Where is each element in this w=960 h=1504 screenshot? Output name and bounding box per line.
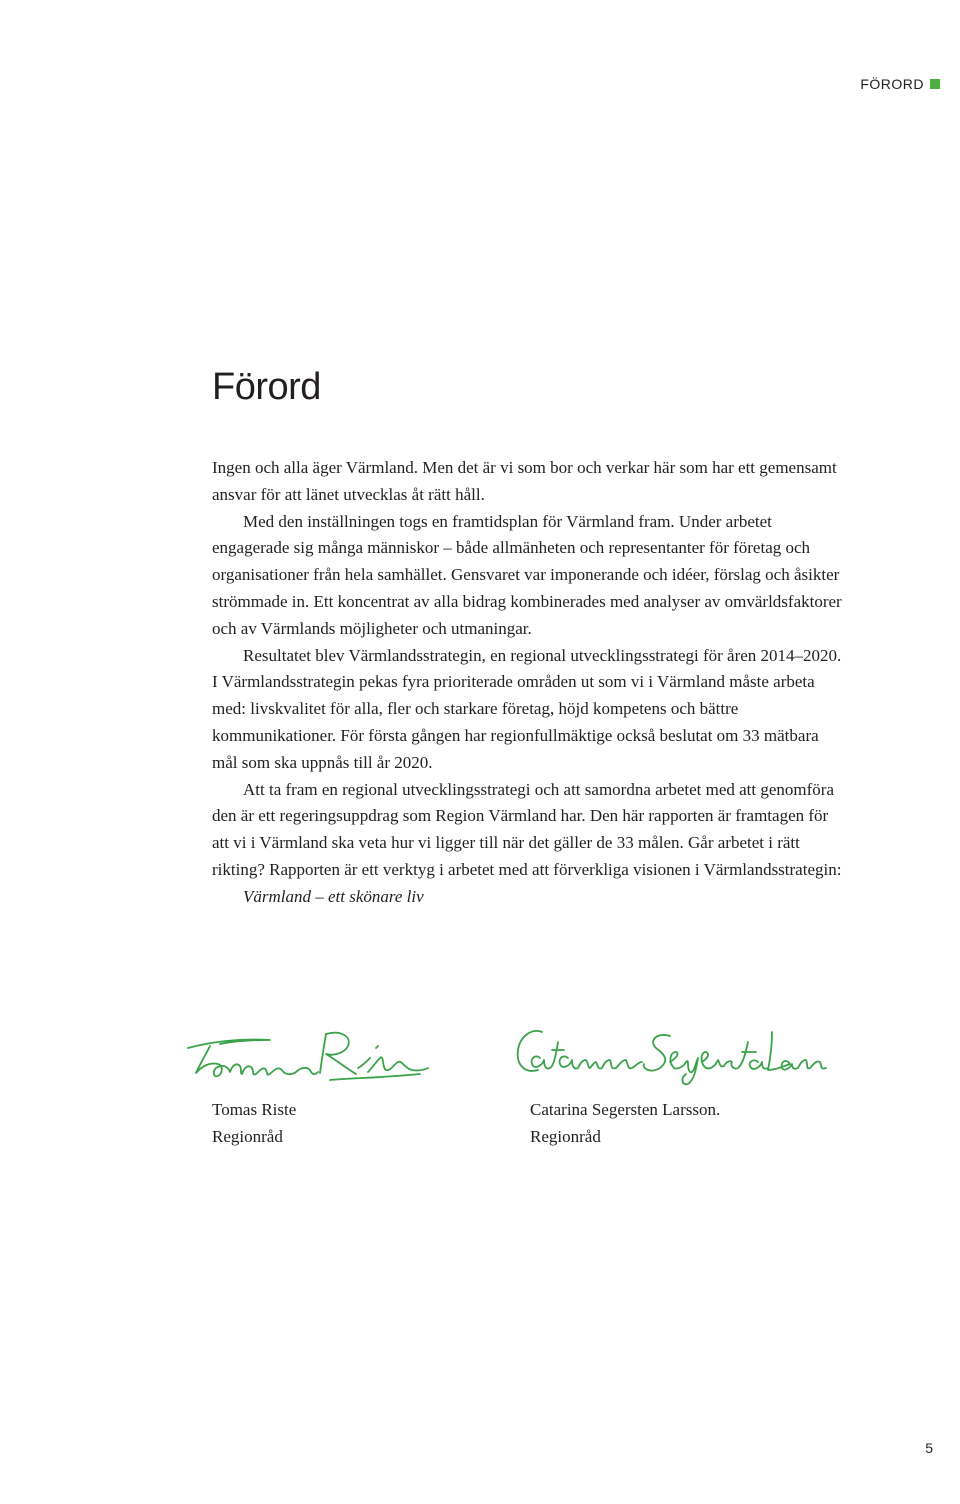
section-marker-square bbox=[930, 79, 940, 89]
signatory-block bbox=[530, 1096, 720, 1150]
page-number: 5 bbox=[925, 1440, 933, 1456]
section-label: FÖRORD bbox=[860, 76, 924, 92]
paragraph: Att ta fram en regional utvecklingsstrategi och att samordna arbetet med att genomföra den är ett regeringsuppdrag som Region Värmland har. Den här rapporten är framtagen för att vi i Värmland ska veta hur vi ligger till när det gäller de 33 målen. Går arbetet i rätt rikting? Rapporten är ett verktyg i arbetet med att förverkliga visionen i Värmlandsstrategin: bbox=[212, 779, 842, 879]
signature-tomas-riste bbox=[180, 1018, 430, 1093]
signature-catarina-segersten-larsson bbox=[510, 1018, 830, 1093]
signatory-role: Regionråd bbox=[212, 1127, 283, 1146]
signatory-name: Catarina Segersten Larsson. bbox=[530, 1100, 721, 1119]
signatory-name: Tomas Riste bbox=[212, 1100, 297, 1119]
running-header bbox=[860, 76, 940, 92]
paragraph: Med den inställningen togs en framtidsplan för Värmland fram. Under arbetet engagerade sig många människor – både allmänheten och representanter för företag och organisationer från hela samhället. Gensvaret var imponerande och idéer, förslag och åsikter strömmade in. Ett koncentrat av alla bidrag kombinerades med analyser av omvärldsfaktorer och av Värmlands möjligheter och utmaningar. bbox=[212, 511, 842, 638]
signatory-role: Regionråd bbox=[530, 1127, 601, 1146]
signatory-block bbox=[212, 1096, 296, 1150]
paragraph: Resultatet blev Värmlandsstrategin, en regional utvecklingsstrategi för åren 2014–2020. I Värmlandsstrategin pekas fyra prioriterade områden ut som vi i Värmland måste arbeta med: livskvalitet för alla, fler och starkare företag, höjd kompetens och bättre kommunikationer. För första gången har regionfullmäktige också beslutat om 33 mätbara mål som ska uppnås till år 2020. bbox=[212, 645, 842, 772]
paragraph: Ingen och alla äger Värmland. Men det är vi som bor och verkar här som har ett gemensamt ansvar för att länet utvecklas åt rätt håll. bbox=[212, 458, 837, 504]
body-text bbox=[212, 455, 842, 911]
page-title: Förord bbox=[212, 366, 321, 408]
vision-motto: Värmland – ett skönare liv bbox=[243, 886, 424, 906]
